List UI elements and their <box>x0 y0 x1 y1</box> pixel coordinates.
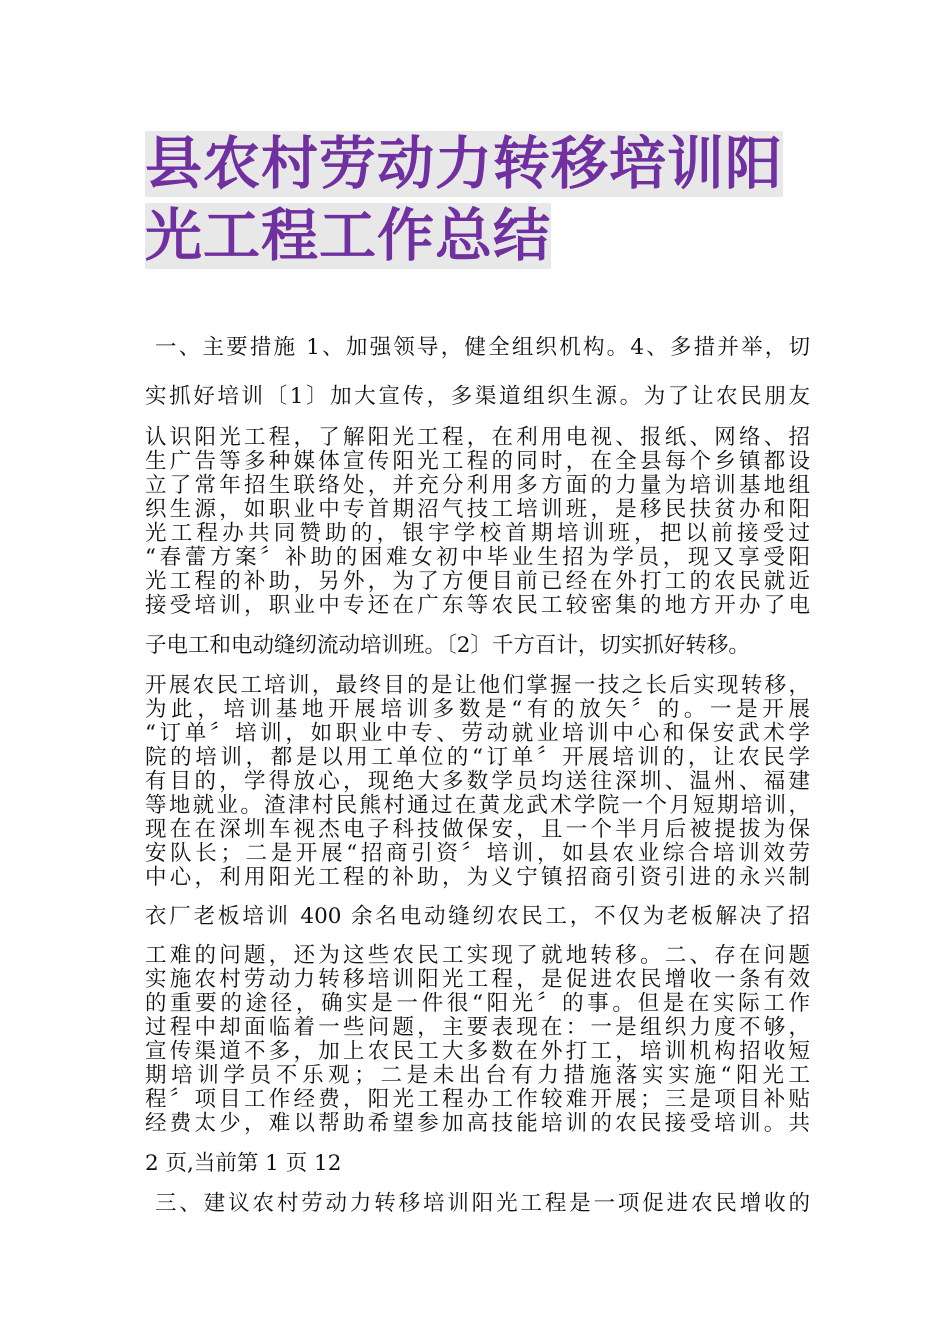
body-text-line: 宣传渠道不多，加上农民工大多数在外打工，培训机构招收短 <box>145 1039 810 1064</box>
body-text-line: 工难的问题，还为这些农民工实现了就地转移。二、存在问题 <box>145 943 810 968</box>
body-text-line: 的重要的途径，确实是一件很“阳光〞的事。但是在实际工作 <box>145 991 810 1016</box>
body-text-line: 开展农民工培训，最终目的是让他们掌握一技之长后实现转移， <box>145 673 810 698</box>
body-text-line: 认识阳光工程，了解阳光工程，在利用电视、报纸、网络、招 <box>145 425 810 450</box>
body-text-line: “春蕾方案〞补助的困难女初中毕业生招为学员，现又享受阳 <box>145 545 810 570</box>
body-text-line: 有目的，学得放心，现绝大多数学员均送往深圳、温州、福建 <box>145 769 810 794</box>
document-title-line-1: 县农村劳动力转移培训阳 <box>145 131 783 197</box>
body-text-line: 光工程办共同赞助的，银宇学校首期培训班，把以前接受过 <box>145 521 810 546</box>
body-text-line: 三、建议农村劳动力转移培训阳光工程是一项促进农民增收的 <box>155 1191 810 1216</box>
body-text-line: 现在在深圳车视杰电子科技做保安，且一个半月后被提拔为保 <box>145 817 810 842</box>
body-text-line: 院的培训，都是以用工单位的“订单〞开展培训的，让农民学 <box>145 745 810 770</box>
body-text-line: 经费太少，难以帮助希望参加高技能培训的农民接受培训。共 <box>145 1111 810 1136</box>
body-text-line: 光工程的补助，另外，为了方便目前已经在外打工的农民就近 <box>145 569 810 594</box>
body-text-line: 一、主要措施 1、加强领导，健全组织机构。4、多措并举，切 <box>155 335 810 360</box>
body-text-line: 织生源，如职业中专首期沼气技工培训班，是移民扶贫办和阳 <box>145 497 810 522</box>
body-text-line: 立了常年招生联络处，并充分利用多方面的力量为培训基地组 <box>145 473 810 498</box>
body-text-line: 程〞项目工作经费，阳光工程办工作较难开展；三是项目补贴 <box>145 1087 810 1112</box>
body-text-line: 衣厂老板培训 400 余名电动缝纫农民工，不仅为老板解决了招 <box>145 904 810 929</box>
body-text-line: 期培训学员不乐观；二是未出台有力措施落实实施“阳光工 <box>145 1063 810 1088</box>
body-text-line: 中心，利用阳光工程的补助，为义宁镇招商引资引进的永兴制 <box>145 865 810 890</box>
body-text-line: 过程中却面临着一些问题，主要表现在：一是组织力度不够， <box>145 1015 810 1040</box>
body-text-line: 实抓好培训〔1〕加大宣传，多渠道组织生源。为了让农民朋友 <box>145 384 810 409</box>
body-text-line: 安队长；二是开展“招商引资〞培训，如县农业综合培训效劳 <box>145 841 810 866</box>
body-text-line: 为此，培训基地开展培训多数是“有的放矢〞的。一是开展 <box>145 697 810 722</box>
body-text-line: 等地就业。渣津村民熊村通过在黄龙武术学院一个月短期培训， <box>145 793 810 818</box>
body-text-line: “订单〞培训，如职业中专、劳动就业培训中心和保安武术学 <box>145 721 810 746</box>
body-text-line: 接受培训，职业中专还在广东等农民工较密集的地方开办了电 <box>145 593 810 618</box>
body-text-line: 子电工和电动缝纫流动培训班。〔2〕千方百计，切实抓好转移。 <box>145 633 750 658</box>
page-footer-text: 2 页,当前第 1 页 12 <box>145 1151 342 1176</box>
body-text-line: 生广告等多种媒体宣传阳光工程的同时，在全县每个乡镇都设 <box>145 449 810 474</box>
body-text-line: 实施农村劳动力转移培训阳光工程，是促进农民增收一条有效 <box>145 967 810 992</box>
document-title-line-2: 光工程工作总结 <box>145 203 551 269</box>
